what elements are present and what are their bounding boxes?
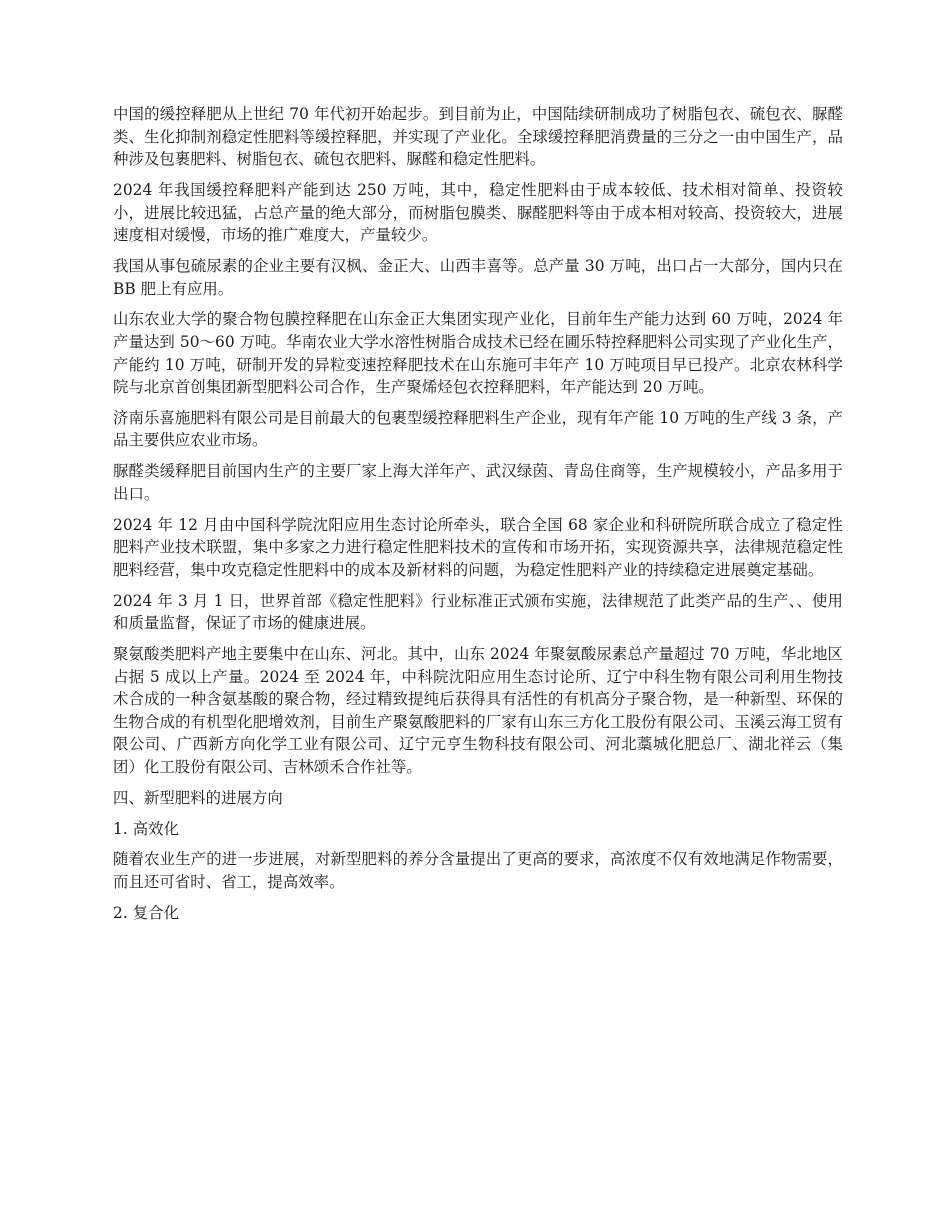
paragraph-urea-formaldehyde: 脲醛类缓释肥目前国内生产的主要厂家上海大洋年产、武汉绿茵、青岛住商等，生产规模较小，产品多用于出口。 bbox=[113, 462, 843, 503]
subheading-high-efficiency: 1. 高效化 bbox=[113, 819, 180, 838]
paragraph-history: 中国的缓控释肥从上世纪 70 年代初开始起步。到目前为止，中国陆续研制成功了树脂包衣、硫包衣、脲醛类、生化抑制剂稳定性肥料等缓控释肥，并实现了产业化。全球缓控释肥消费量的三分之一由中国生产，品种涉及包裹肥料、树脂包衣、硫包衣肥料、脲醛和稳定性肥料。 bbox=[113, 105, 843, 169]
paragraph-polyaspartic: 聚氨酸类肥料产地主要集中在山东、河北。其中，山东 2024 年聚氨酸尿素总产量超过 70 万吨，华北地区占据 5 成以上产量。2024 至 2024 年，中科院沈阳应用生态讨论所、辽宁中科生物有限公司利用生物技术合成的一种含氨基酸的聚合物，经过精致提纯后获得具有活性的有机高分子聚合物，是一种新型、环保的生物合成的有机型化肥增效剂，目前生产聚氨酸肥料的厂家有山东三方化工股份有限公司、玉溪云海工贸有限公司、广西新方向化学工业有限公司、辽宁元亨生物科技有限公司、河北藁城化肥总厂、湖北祥云（集团）化工股份有限公司、吉林颂禾合作社等。 bbox=[113, 644, 843, 776]
paragraph-jinan-lexishi: 济南乐喜施肥料有限公司是目前最大的包裹型缓控释肥料生产企业，现有年产能 10 万吨的生产线 3 条，产品主要供应农业市场。 bbox=[113, 408, 843, 450]
paragraph-capacity-2024: 2024 年我国缓控释肥料产能到达 250 万吨，其中，稳定性肥料由于成本较低、技术相对简单、投资较小，进展比较迅猛，占总产量的绝大部分，而树脂包膜类、脲醛肥料等由于成本相对较高、投资较大，进展速度相对缓慢，市场的推广难度大，产量较少。 bbox=[113, 180, 843, 245]
document-body bbox=[113, 103, 843, 932]
subheading-compound: 2. 复合化 bbox=[113, 903, 180, 922]
paragraph-industry-alliance: 2024 年 12 月由中国科学院沈阳应用生态讨论所牵头，联合全国 68 家企业和科研院所联合成立了稳定性肥料产业技术联盟，集中多家之力进行稳定性肥料技术的宣传和市场开拓，实现资源共享，法律规范稳定性肥料经营，集中攻克稳定性肥料中的成本及新材料的问题，为稳定性肥料产业的持续稳定进展奠定基础。 bbox=[113, 515, 843, 579]
paragraph-sulfur-coated-urea: 我国从事包硫尿素的企业主要有汉枫、金正大、山西丰喜等。总产量 30 万吨，出口占一大部分，国内只在 BB 肥上有应用。 bbox=[113, 256, 843, 298]
section-heading-development: 四、新型肥料的进展方向 bbox=[113, 788, 283, 807]
paragraph-polymer-coated: 山东农业大学的聚合物包膜控释肥在山东金正大集团实现产业化，目前年生产能力达到 60 万吨，2024 年产量达到 50～60 万吨。华南农业大学水溶性树脂合成技术已经在圃乐特控释肥料公司实现了产业化生产，产能约 10 万吨，研制开发的异粒变速控释肥技术在山东施可丰年产 10 万吨项目早已投产。北京农林科学院与北京首创集团新型肥料公司合作，生产聚烯烃包衣控释肥料，年产能达到 20 万吨。 bbox=[113, 310, 843, 397]
paragraph-high-efficiency: 随着农业生产的进一步进展，对新型肥料的养分含量提出了更高的要求，高浓度不仅有效地满足作物需要，而且还可省时、省工，提高效率。 bbox=[113, 850, 843, 891]
paragraph-industry-standard: 2024 年 3 月 1 日，世界首部《稳定性肥料》行业标准正式颁布实施，法律规范了此类产品的生产、、使用和质量监督，保证了市场的健康进展。 bbox=[113, 591, 843, 633]
